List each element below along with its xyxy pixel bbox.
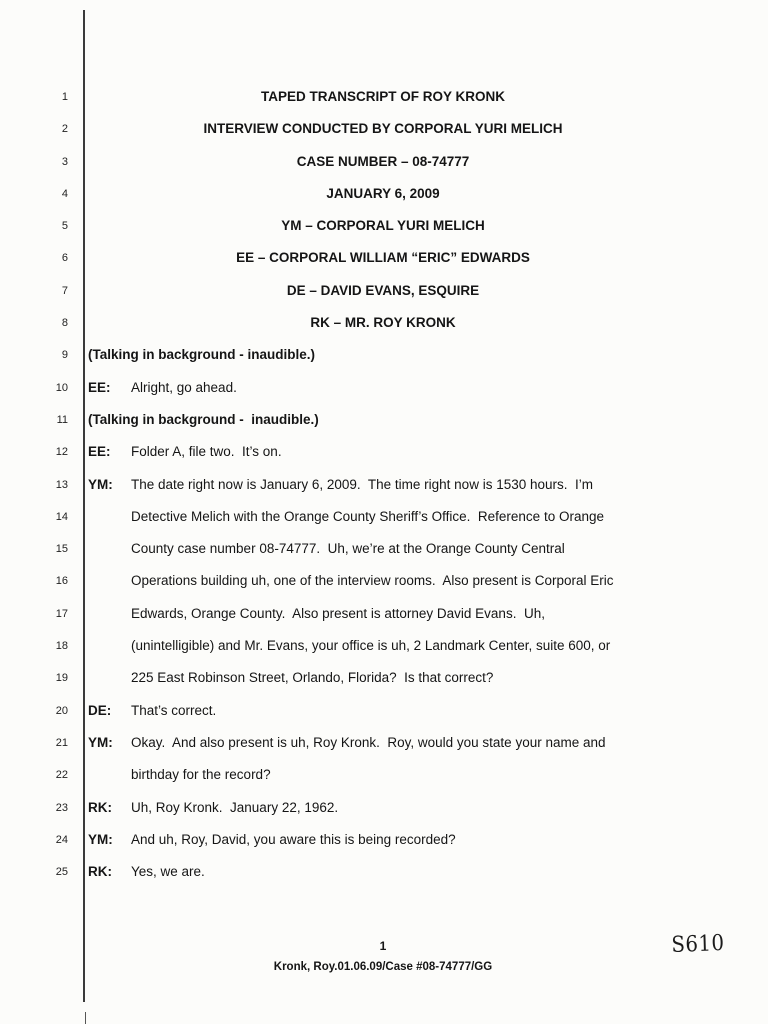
dialogue-text: Edwards, Orange County. Also present is attorney David Evans. Uh, [131,605,545,621]
transcript-line-8 [0,307,768,339]
speaker-label: EE: [88,379,111,395]
line-number: 23 [55,801,68,814]
transcript-line-24 [0,824,768,856]
line-number: 25 [55,866,68,879]
dialogue-text: Okay. And also present is uh, Roy Kronk. Roy, would you state your name and [131,734,606,750]
line-number: 20 [55,704,68,717]
line-number: 21 [55,736,68,749]
transcript-line-15 [0,533,768,565]
speaker-label: YM: [88,831,113,847]
line-number: 9 [61,349,68,362]
line-number: 10 [55,381,68,394]
line-number: 17 [55,607,68,620]
dialogue-text: Alright, go ahead. [131,379,237,395]
line-number: 24 [55,833,68,846]
transcript-line-25 [0,856,768,888]
transcript-line-10 [0,372,768,404]
dialogue-text: (unintelligible) and Mr. Evans, your office is uh, 2 Landmark Center, suite 600, or [131,638,611,654]
dialogue-text: That’s correct. [131,702,217,718]
line-number: 1 [61,91,68,103]
transcript-line-18 [0,630,768,662]
dialogue-text: County case number 08-74777. Uh, we’re at the Orange County Central [131,541,565,557]
dialogue-text: Detective Melich with the Orange County Sheriff’s Office. Reference to Orange [131,508,604,524]
dialogue-text: Folder A, file two. It’s on. [131,444,282,460]
title-heading: TAPED TRANSCRIPT OF ROY KRONK [260,89,505,104]
line-number: 13 [55,478,68,491]
case-reference-footer: Kronk, Roy.01.06.09/Case #08-74777/GG [273,961,493,973]
transcript-line-21 [0,727,768,759]
line-number: 4 [61,187,68,200]
transcript-line-9 [0,339,768,371]
line-number: 5 [61,220,68,233]
transcript-line-19 [0,662,768,694]
line-number: 8 [61,317,68,330]
transcript-line-16 [0,565,768,597]
speaker-label: RK: [88,864,112,880]
speaker-label: DE: [88,702,112,718]
transcript-line-20 [0,695,768,727]
line-number: 3 [61,155,68,168]
speaker-label: YM: [88,476,113,492]
margin-rule-tail [85,1012,86,1024]
line-number: 6 [61,252,68,265]
dialogue-text: 225 East Robinson Street, Orlando, Florida? Is that correct? [131,670,494,686]
stage-note: (Talking in background - inaudible.) [88,347,316,363]
participant-heading: RK – MR. ROY KRONK [310,315,456,331]
transcript-line-3 [0,146,768,178]
line-number: 22 [55,769,68,782]
transcript-line-6 [0,242,768,274]
transcript-line-4 [0,178,768,210]
dialogue-text: And uh, Roy, David, you aware this is being recorded? [131,831,456,847]
line-number: 18 [55,640,68,653]
dialogue-text: The date right now is January 6, 2009. The time right now is 1530 hours. I’m [131,476,593,492]
speaker-label: RK: [88,799,112,815]
transcript-line-2 [0,113,768,145]
transcript-line-17 [0,598,768,630]
interview-heading: INTERVIEW CONDUCTED BY CORPORAL YURI MELICH [203,121,563,137]
line-number: 12 [55,446,68,459]
date-heading: JANUARY 6, 2009 [326,185,440,201]
stage-note: (Talking in background - inaudible.) [88,411,319,427]
transcript-line-7 [0,275,768,307]
participant-heading: EE – CORPORAL WILLIAM “ERIC” EDWARDS [236,250,530,266]
transcript-line-11 [0,404,768,436]
case-number-heading: CASE NUMBER – 08-74777 [296,153,470,169]
transcript-line-12 [0,436,768,468]
transcript-line-13 [0,469,768,501]
transcript-line-23 [0,792,768,824]
speaker-label: EE: [88,444,111,460]
transcript-line-22 [0,759,768,791]
participant-heading: YM – CORPORAL YURI MELICH [281,218,485,234]
line-number: 16 [55,575,68,588]
handwritten-exhibit-note: S610 [671,930,725,958]
page-number: 1 [379,939,387,953]
line-number: 7 [61,284,68,297]
transcript-line-14 [0,501,768,533]
line-number: 19 [55,672,68,685]
line-number: 14 [55,510,68,523]
dialogue-text: birthday for the record? [131,767,271,783]
transcript-line-1 [0,81,768,113]
speaker-label: YM: [88,734,113,750]
dialogue-text: Yes, we are. [131,864,205,880]
dialogue-text: Uh, Roy Kronk. January 22, 1962. [131,799,339,815]
transcript-lines [0,81,768,888]
dialogue-text: Operations building uh, one of the interview rooms. Also present is Corporal Eric [131,573,614,589]
line-number: 15 [55,543,68,556]
line-number: 11 [56,413,68,426]
line-number: 2 [61,123,68,136]
participant-heading: DE – DAVID EVANS, ESQUIRE [286,282,480,298]
transcript-line-5 [0,210,768,242]
